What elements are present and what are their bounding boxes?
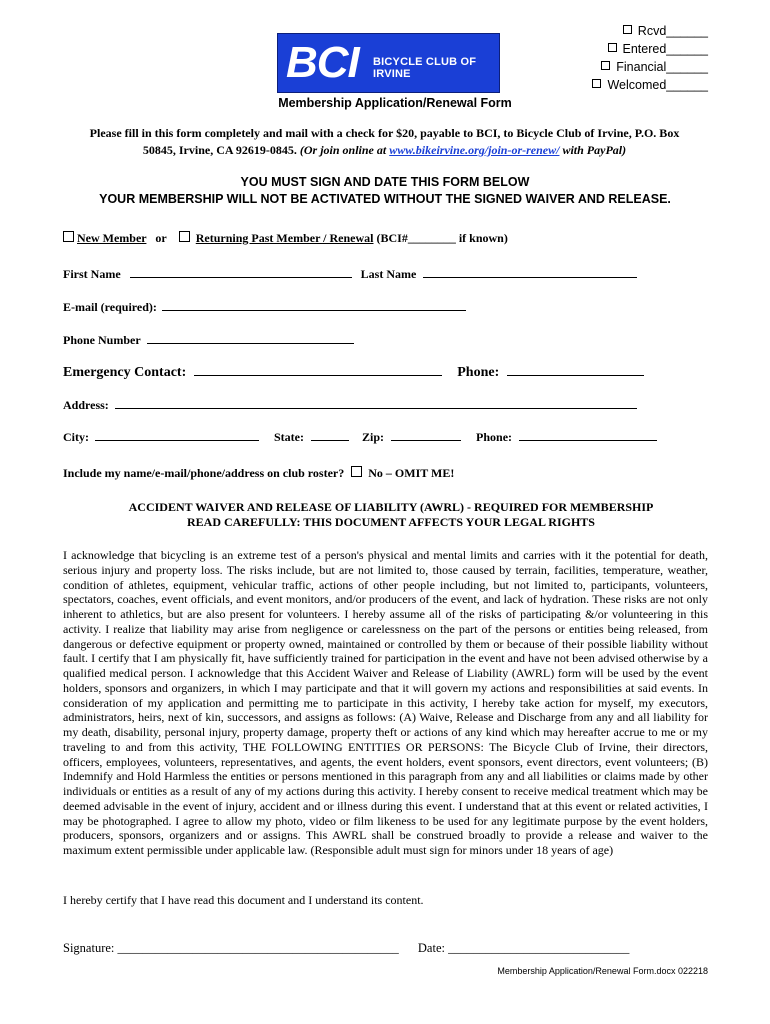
signature-field[interactable]: _____________________________________________	[117, 941, 399, 955]
omit-from-roster-option[interactable]: No – OMIT ME!	[351, 466, 454, 480]
intro-instructions: Please fill in this form completely and mail with a check for $20, payable to BCI, to Bicycle Club of Irvine, P.O. Box 50845, Irvine, CA 92619-0845. (Or join online at www.bikeirvine.org/join-or-renew/ with PayPal)	[89, 126, 680, 157]
office-item-financial[interactable]: Financial______	[592, 58, 708, 76]
email-field[interactable]	[162, 299, 466, 311]
logo-text: BICYCLE CLUB OF IRVINE	[373, 56, 477, 80]
emergency-contact-row: Emergency Contact: Phone:	[63, 362, 644, 381]
join-online-link[interactable]: www.bikeirvine.org/join-or-renew/	[389, 142, 560, 157]
signature-warning: YOU MUST SIGN AND DATE THIS FORM BELOW YOUR MEMBERSHIP WILL NOT BE ACTIVATED WITHOUT THE SIGNED WAIVER AND RELEASE.	[99, 175, 671, 206]
email-row: E-mail (required):	[63, 299, 466, 315]
office-item-rcvd[interactable]: Rcvd______	[592, 22, 708, 40]
waiver-body: I acknowledge that bicycling is an extreme test of a person's physical and mental limits and carries with it the potential for death, serious injury and property loss. The risks include, but are not limited to, those caused by terrain, facilities, temperature, weather, condition of athletes, equipment, vehicular traffic, actions of other people including, but not limited to, participants, volunteers, spectators, coaches, event officials, and event monitors, and/or producers of the event, and lack of hydration. These risks are not only inherent to athletics, but are also present for volunteers. I hereby assume all of the risks of participating &/or volunteering in this activity. I realize that liability may arise from negligence or carelessness on the part of the persons or entities being released, from dangerous or defective equipment or property owned, maintained or controlled by them or because of their possible liability without fault. I certify that I am physically fit, have sufficiently trained for participation in the event and have not been advised otherwise by a qualified medical person. I acknowledge that this Accident Waiver and Release of Liability (AWRL) form will be used by the event holders, sponsors and organizers, in which I may participate and that it will govern my actions and responsibilities at said events. In consideration of my application and permitting me to participate in this activity, I hereby take action for myself, my executors, administrators, heirs, next of kin, successors, and assigns as follows: (A) Waive, Release and Discharge from any and all liability for my death, disability, personal injury, property damage, property theft or actions of any kind which may hereafter accrue to me or my traveling to and from this activity, THE FOLLOWING ENTITIES OR PERSONS: The Bicycle Club of Irvine, their directors, officers, employees, volunteers, representatives, and agents, the event holders, event sponsors, event directors, event volunteers; (B) Indemnify and Hold Harmless the entities or persons mentioned in this paragraph from any and all liabilities or claims made by other individuals or entities as a result of any of my actions during this activity. I hereby consent to receive medical treatment which may be deemed advisable in the event of injury, accident and or illness during this event. I understand that at this event or related activities, I may be photographed. I agree to allow my photo, video or film likeness to be used for any legitimate purpose by the event holders, producers, sponsors, organizers and or assigns. This AWRL shall be construed broadly to provide a release and waiver to the maximum extent permissible under applicable law. (Responsible adult must sign for minors under 18 years of age)	[63, 548, 708, 857]
emergency-contact-field[interactable]	[194, 362, 442, 376]
office-item-welcomed[interactable]: Welcomed______	[592, 76, 708, 94]
signature-row: Signature: _____________________________________________ Date: _____________________________	[63, 941, 630, 955]
state-field[interactable]	[311, 429, 349, 441]
membership-type-row: New Member or Returning Past Member / Renewal (BCI#________ if known)	[63, 231, 508, 246]
phone-field[interactable]	[519, 429, 657, 441]
roster-row: Include my name/e-mail/phone/address on club roster? No – OMIT ME!	[63, 466, 455, 480]
phone-number-row: Phone Number	[63, 332, 354, 348]
checkbox-icon	[601, 61, 610, 70]
bci-logo	[277, 33, 500, 93]
date-field[interactable]: _____________________________	[448, 941, 630, 955]
new-member-option[interactable]: New Member	[63, 231, 146, 245]
returning-member-option[interactable]: Returning Past Member / Renewal	[179, 231, 374, 245]
office-item-entered[interactable]: Entered______	[592, 40, 708, 58]
emergency-phone-field[interactable]	[507, 362, 644, 376]
first-name-field[interactable]	[130, 266, 352, 278]
address-field[interactable]	[115, 397, 637, 409]
certification-statement: I hereby certify that I have read this document and I understand its content.	[63, 893, 424, 907]
waiver-heading: ACCIDENT WAIVER AND RELEASE OF LIABILITY (AWRL) - REQUIRED FOR MEMBERSHIP READ CAREFULLY: THIS DOCUMENT AFFECTS YOUR LEGAL RIGHTS	[128, 500, 654, 529]
logo-mark: BCI	[286, 38, 359, 87]
city-field[interactable]	[95, 429, 259, 441]
name-row: First Name Last Name	[63, 266, 637, 282]
checkbox-icon	[351, 466, 362, 477]
checkbox-icon	[179, 231, 190, 242]
checkbox-icon	[623, 25, 632, 34]
checkbox-icon	[63, 231, 74, 242]
last-name-field[interactable]	[423, 266, 637, 278]
address-row: Address:	[63, 397, 637, 413]
checkbox-icon	[592, 79, 601, 88]
office-use-checklist	[592, 22, 708, 94]
city-row: City: State: Zip: Phone:	[63, 429, 657, 445]
form-title: Membership Application/Renewal Form	[278, 96, 512, 110]
phone-number-field[interactable]	[147, 332, 354, 344]
zip-field[interactable]	[391, 429, 461, 441]
document-footer: Membership Application/Renewal Form.docx 022218	[497, 966, 708, 976]
checkbox-icon	[608, 43, 617, 52]
